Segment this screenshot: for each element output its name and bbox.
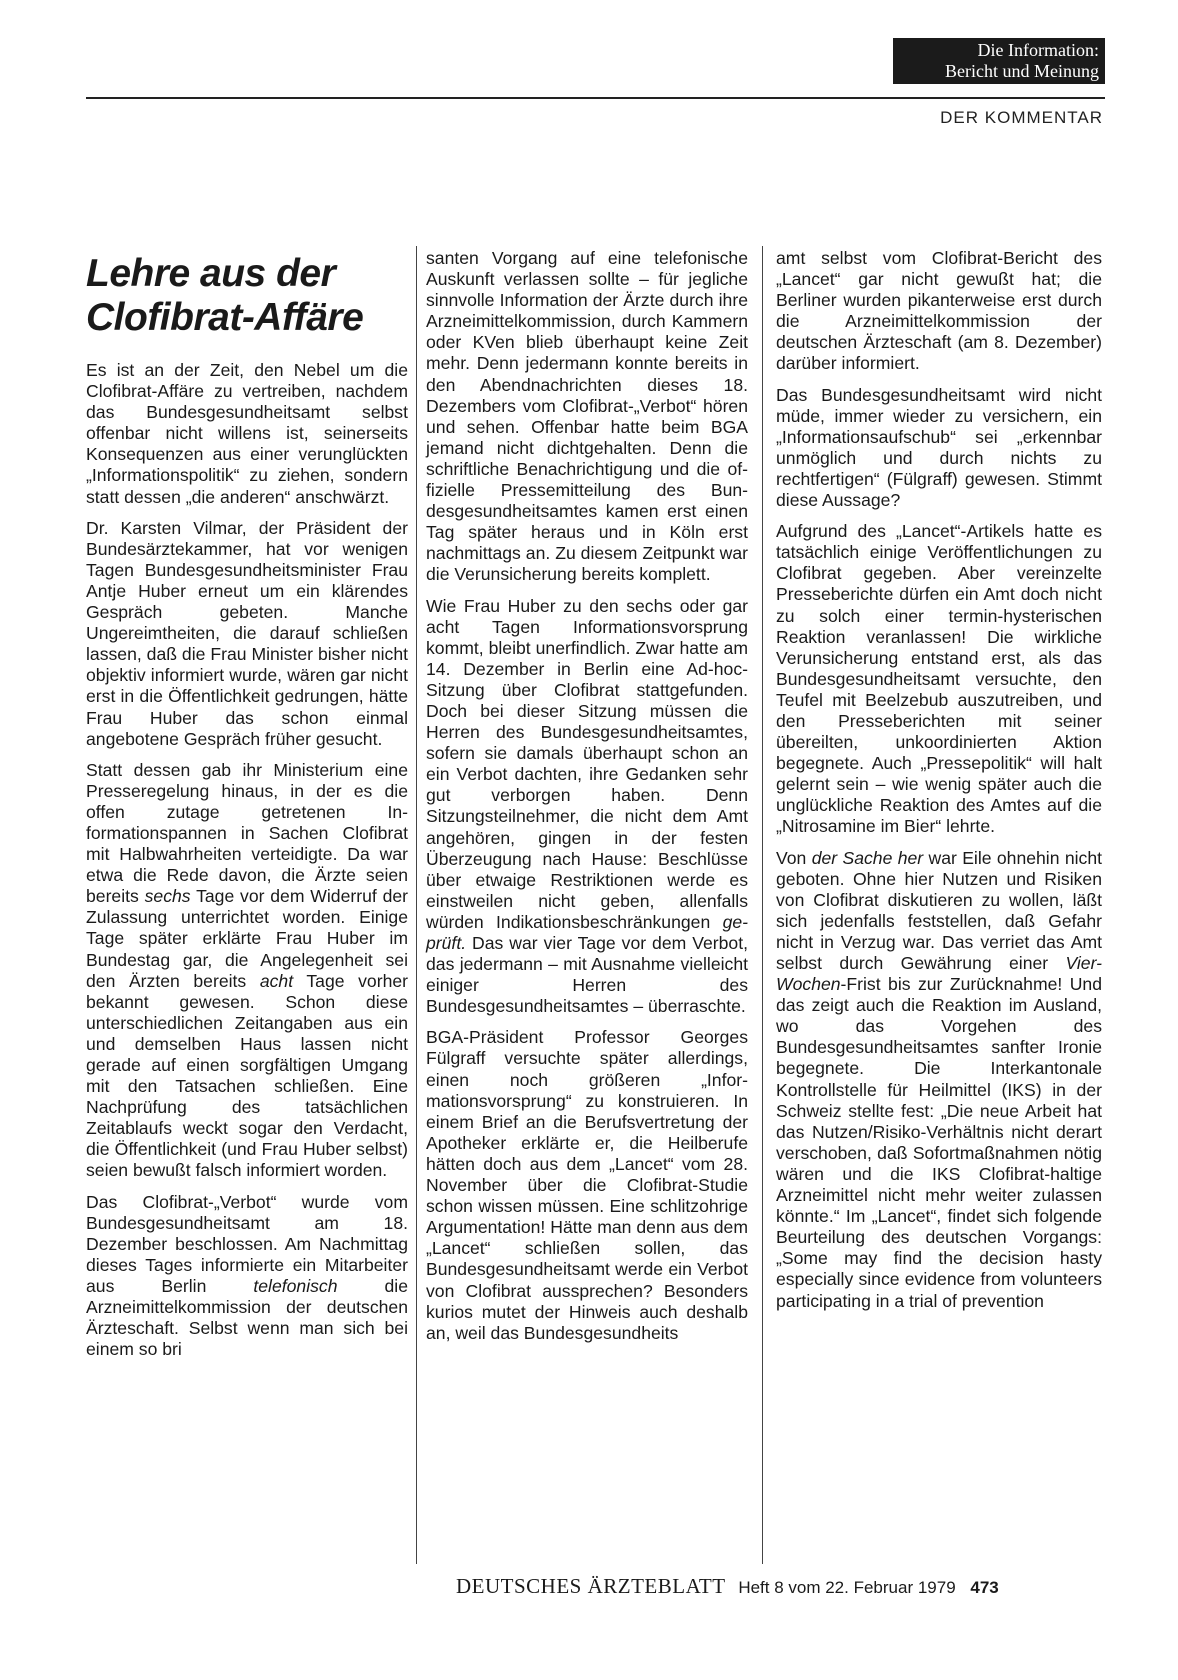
page-footer [456, 1574, 999, 1599]
emphasis: acht [259, 970, 294, 991]
header-rule [86, 97, 1105, 99]
emphasis: geprüft. [426, 911, 748, 953]
paragraph: Das Bundesgesundheitsamt wird nicht müde, immer wieder zu versichern, ein „Informationsaufschub“ sei „erkennbar unmöglich und durch nichts zu rechtfertigen“ (Fülgraff) gewesen. Stimmt diese Aussage? [776, 384, 1102, 511]
magazine-name: DEUTSCHES ÄRZTEBLATT [456, 1574, 726, 1598]
paragraph: Aufgrund des „Lancet“-Artikels hatte es tatsächlich einige Veröffentlichungen zu Clofibrat gegeben. Aber vereinzelte Presseberichte dürfen ein Amt doch nicht zu solch einer termin-hysterischen Reaktion veranlassen! Die wirkliche Verunsicherung entstand erst, als das Bundesgesundheitsamt versuchte, den Teufel mit Beelzebub auszutreiben, und den Presseberichten mit seiner übereilten, unkoordinierten Aktion begegnete. Auch „Pressepolitik“ will halt gelernt sein – wie wenig später auch die unglückliche Reaktion des Amtes auf die „Nitrosamine im Bier“ lehrte. [776, 521, 1102, 837]
title-line-1: Lehre aus der [86, 252, 336, 295]
article-title [86, 252, 416, 340]
paragraph: Dr. Karsten Vilmar, der Präsident der Bundesärztekammer, hat vor wenigen Tagen Bundesgesundheitsminister Frau Antje Huber erneut um ein klärendes Gespräch gebeten. Manche Ungereimtheiten, die darauf schließen lassen, daß die Frau Minister bisher nicht objektiv informiert wurde, wären gar nicht erst in die Öffentlichkeit gedrungen, hätte Frau Huber das schon einmal angebotene Gespräch früher gesucht. [86, 517, 408, 749]
paragraph: BGA-Präsident Professor Georges Fülgraff versuchte später allerdings, einen noch größeren „Informationsvorsprung“ zu konstruieren. In einem Brief an die Berufsvertretung der Apotheker erklärte er, die Heilberufe hätten doch aus dem „Lancet“ vom 28. November über die Clofibrat-Studie schon wissen müssen. Eine schlitzohrige Argumentation! Hätte man denn aus dem „Lancet“ schließen sollen, das Bundesgesundheitsamt werde ein Verbot von Clofibrat aussprechen? Besonders kurios mutet der Hinweis auch deshalb an, weil das Bundesgesundheits [426, 1027, 748, 1343]
paragraph: Es ist an der Zeit, den Nebel um die Clofibrat-Affäre zu vertreiben, nachdem das Bundesgesundheitsamt selbst offenbar nicht willens ist, seinerseits Konsequenzen aus einer verunglückten „Informationspolitik“ zu ziehen, sondern statt dessen „die anderen“ anschwärzt. [86, 360, 408, 507]
article-column-1 [86, 360, 408, 1370]
paragraph: Wie Frau Huber zu den sechs oder gar acht Tagen Informationsvorsprung kommt, bleibt unerfindlich. Zwar hatte am 14. Dezember in Berlin eine Ad-hoc-Sitzung über Clofibrat stattgefunden. Doch bei dieser Sitzung müssen die Herren des Bundesgesundheitsamtes, sofern sie damals überhaupt schon an ein Verbot dachten, ihre Gedanken sehr gut verborgen haben. Denn Sitzungsteilnehmer, die nicht dem Amt angehören, gingen in der festen Überzeugung nach Hause: Beschlüsse über etwaige Restriktionen werde es einstweilen nicht geben, allenfalls würden Indikationsbeschränkungen geprüft. Das war vier Tage vor dem Verbot, das jedermann – mit Ausnahme vielleicht einiger Herren des Bundesgesundheitsamtes – überraschte. [426, 595, 748, 1017]
article-column-3 [776, 248, 1102, 1322]
paragraph: santen Vorgang auf eine telefonische Auskunft verlassen sollte – für jegliche sinnvolle Information der Ärzte durch ihre Arzneimittelkommission, durch Kammern oder KVen blieb überhaupt keine Zeit mehr. Denn jedermann konnte bereits in den Abendnachrichten dieses 18. Dezembers vom Clofibrat-„Verbot“ hören und sehen. Offenbar hatte beim BGA jemand nicht dichtgehalten. Denn die schriftliche Benachrichtigung und die offizielle Pressemitteilung des Bundesgesundheitsamtes kamen erst einen Tag später heraus und in Köln erst nachmittags an. Zu diesem Zeitpunkt war die Verunsicherung bereits komplett. [426, 248, 748, 585]
emphasis: der Sache her [811, 847, 924, 868]
paragraph: Das Clofibrat-„Verbot“ wurde vom Bundesgesundheitsamt am 18. Dezember beschlossen. Am Nachmittag dieses Tages informierte ein Mitarbeiter aus Berlin telefonisch die Arzneimittelkommission der deutschen Ärzteschaft. Selbst wenn man sich bei einem so bri [86, 1191, 408, 1360]
paragraph: Von der Sache her war Eile ohnehin nicht geboten. Ohne hier Nutzen und Risiken von Clofibrat diskutieren zu wollen, läßt sich jedenfalls feststellen, daß Gefahr nicht in Verzug war. Das verriet das Amt selbst durch Gewährung einer Vier-Wochen-Frist bis zur Zurücknahme! Und das zeigt auch die Reaktion im Ausland, wo das Vorgehen des Bundesgesundheitsamtes sanfter Ironie begegnete. Die Interkantonale Kontrollstelle für Heilmittel (IKS) in der Schweiz stellte fest: „Die neue Arbeit hat das Nutzen/Risiko-Verhältnis nicht derart verschoben, daß Sofortmaßnahmen nötig wären und die IKS Clofibrat-haltige Arzneimittel nicht mehr weiter zulassen könnte.“ Im „Lancet“, findet sich folgende Beurteilung des deutschen Vorgangs: „Some may find the decision hasty especially since evidence from volunteers participating in a trial of prevention [776, 847, 1103, 1311]
issue-info: Heft 8 vom 22. Februar 1979 [738, 1578, 956, 1597]
article-column-2 [426, 248, 748, 1354]
emphasis: sechs [144, 886, 191, 907]
section-label: DER KOMMENTAR [940, 108, 1103, 127]
column-divider [416, 246, 417, 1564]
page-number: 473 [970, 1578, 999, 1597]
emphasis: telefonisch [253, 1275, 338, 1296]
paragraph: Statt dessen gab ihr Ministerium eine Presseregelung hinaus, in der es die offen zutage getretenen Informationspannen in Sachen Clofibrat mit Halbwahrheiten verteidigte. Da war etwa die Rede davon, die Ärzte seien bereits sechs Tage vor dem Widerruf der Zulassung unterrichtet worden. Einige Tage später erklärte Frau Huber im Bundestag gar, die Angelegenheit sei den Ärzten bereits acht Tage vorher bekannt gewesen. Schon diese unterschiedlichen Zeitangaben aus ein und demselben Haus lassen nicht gerade auf einen sorgfältigen Umgang mit den Tatsachen schließen. Eine Nachprüfung des tatsächlichen Zeitablaufs weckt sogar den Verdacht, die Öffentlichkeit (und Frau Huber selbst) seien bewußt falsch informiert worden. [86, 759, 408, 1181]
paragraph: amt selbst vom Clofibrat-Bericht des „Lancet“ gar nicht gewußt hat; die Berliner wurden pikanterweise erst durch die Arzneimittelkommission der deutschen Ärzteschaft (am 8. Dezember) darüber informiert. [776, 248, 1102, 374]
title-line-2: Clofibrat-Affäre [86, 296, 364, 339]
emphasis: Vier-Wochen [776, 953, 1102, 995]
badge-line-2: Bericht und Meinung [945, 61, 1099, 81]
column-divider [762, 246, 763, 1564]
section-badge [893, 38, 1105, 84]
badge-line-1: Die Information: [977, 40, 1099, 60]
